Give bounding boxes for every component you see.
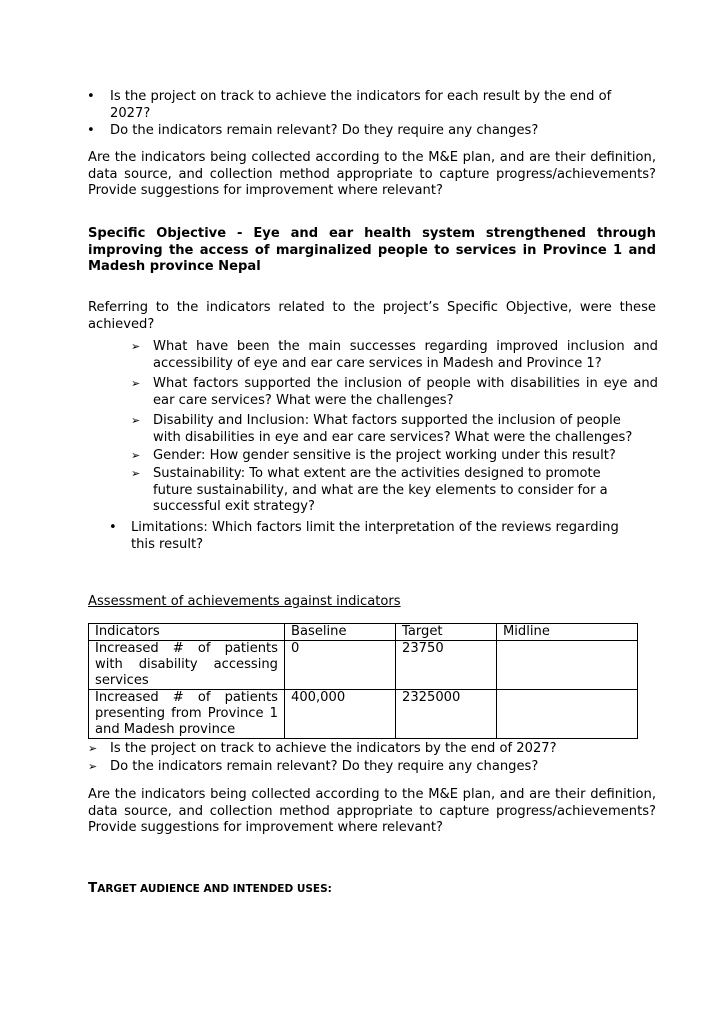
arrow-bullet-icon: ➢ [131,414,141,427]
table-header-cell: Target [396,624,497,641]
arrow-item-text: Is the project on track to achieve the indicators by the end of 2027? [110,741,557,756]
paragraph-indicators-plan-2: Are the indicators being collected according to the M&E plan, and are their definition, data source, and collection method appropriate to capture progress/achievements? Provide suggestions for improvement where relevant? [88,787,656,835]
table-cell [497,690,638,739]
limitations-text: Limitations: Which factors limit the interpretation of the reviews regarding this result? [131,520,619,552]
bullet-icon: • [87,123,95,138]
table-header-cell: Indicators [89,624,285,641]
table-cell: Increased # of patients presenting from Province 1 and Madesh province [89,690,285,739]
bullet-icon: • [109,520,117,535]
specific-objective-heading: Specific Objective - Eye and ear health system strengthened through improving the access of marginalized people to services in Province 1 and Madesh province Nepal [88,226,656,274]
table-header-cell: Baseline [285,624,396,641]
paragraph-specific-objective: Referring to the indicators related to the project’s Specific Objective, were these achieved? [88,300,656,332]
arrow-item-text: What have been the main successes regarding improved inclusion and accessibility of eye and ear care services in Madesh and Province 1? [153,339,658,371]
table-cell: 2325000 [396,690,497,739]
table-header-row [89,624,638,641]
arrow-item-text: What factors supported the inclusion of people with disabilities in eye and ear care services? What were the challenges? [153,376,658,408]
table-header-cell: Midline [497,624,638,641]
table-row [89,641,638,690]
table-cell: Increased # of patients with disability accessing services [89,641,285,690]
arrow-item-text: Do the indicators remain relevant? Do they require any changes? [110,759,539,774]
table-cell [497,641,638,690]
arrow-item-text: Sustainability: To what extent are the activities designed to promote future sustainability, and what are the key elements to consider for a successful exit strategy? [153,466,608,514]
arrow-bullet-icon: ➢ [88,760,98,773]
table-row [89,690,638,739]
assessment-heading: Assessment of achievements against indicators [88,594,401,609]
section-heading-rest: ARGET AUDIENCE AND INTENDED USES: [97,883,332,895]
table-cell: 23750 [396,641,497,690]
table-cell: 0 [285,641,396,690]
section-heading-initial: T [88,880,98,896]
arrow-bullet-icon: ➢ [88,742,98,755]
section-heading-target-audience [88,880,332,898]
bullet-text: Is the project on track to achieve the indicators for each result by the end of 2027? [110,89,612,121]
bullet-text: Do the indicators remain relevant? Do they require any changes? [110,123,539,138]
arrow-item-text: Gender: How gender sensitive is the project working under this result? [153,448,616,463]
bullet-icon: • [87,89,95,104]
arrow-item-text: Disability and Inclusion: What factors supported the inclusion of people with disabilities in eye and ear care services? What were the challenges? [153,413,633,445]
arrow-bullet-icon: ➢ [131,467,141,480]
arrow-bullet-icon: ➢ [131,377,141,390]
paragraph-indicators-plan: Are the indicators being collected according to the M&E plan, and are their definition, data source, and collection method appropriate to capture progress/achievements? Provide suggestions for improvement where relevant? [88,150,656,198]
indicators-table [88,623,638,739]
arrow-bullet-icon: ➢ [131,340,141,353]
arrow-bullet-icon: ➢ [131,449,141,462]
table-cell: 400,000 [285,690,396,739]
